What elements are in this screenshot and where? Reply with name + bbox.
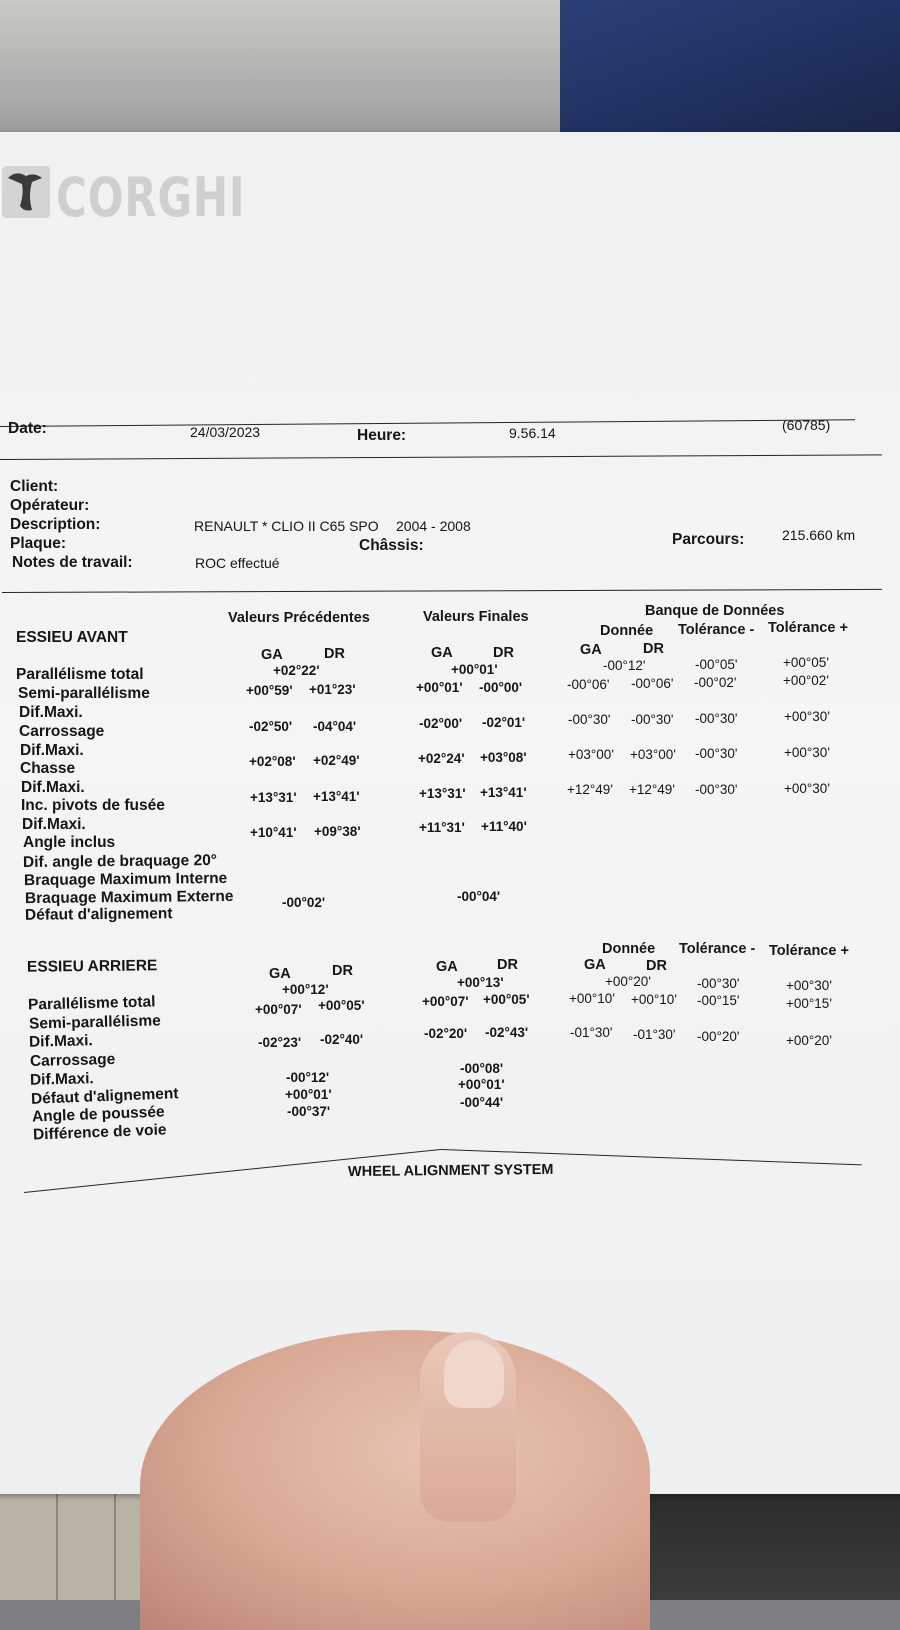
rear-tolerance-minus-header: Tolérance - — [679, 941, 756, 957]
parcours-label: Parcours: — [672, 531, 745, 548]
rear-voie-prev: -00°37' — [287, 1104, 331, 1119]
rear-label-dif-maxi-1: Dif.Maxi. — [28, 1032, 93, 1051]
rear-label-semi-parallelisme: Semi-parallélisme — [28, 1012, 162, 1033]
front-carrossage-db-dr: -00°30' — [631, 712, 674, 727]
rear-carrossage-prev-ga: -02°23' — [258, 1035, 302, 1050]
front-par-total-tol-minus: -00°05' — [695, 657, 738, 672]
front-angle-inclus-prev-dr: +09°38' — [314, 824, 361, 839]
vehicle-years: 2004 - 2008 — [396, 518, 471, 534]
front-angle-inclus-prev-ga: +10°41' — [250, 825, 297, 840]
thumbnail-photo-element — [444, 1340, 504, 1408]
rear-semi-tol-minus: -00°15' — [697, 993, 740, 1008]
rear-label-dif-maxi-2: Dif.Maxi. — [29, 1070, 94, 1089]
rear-carrossage-db-dr: -01°30' — [633, 1027, 676, 1042]
front-label-carrossage: Carrossage — [19, 723, 105, 740]
front-label-inc-pivots: Inc. pivots de fusée — [21, 797, 165, 814]
front-carrossage-final-ga: -02°00' — [419, 716, 463, 731]
blue-machine-background — [560, 0, 900, 140]
prev-ga-header: GA — [261, 647, 283, 663]
donnee-header: Donnée — [600, 623, 654, 639]
database-header: Banque de Données — [645, 603, 785, 619]
front-chasse-final-ga: +02°24' — [418, 751, 465, 766]
rear-voie-final: -00°44' — [460, 1095, 504, 1110]
db-ga-header: GA — [580, 642, 602, 658]
final-ga-header: GA — [431, 645, 453, 661]
rear-label-defaut-alignement: Défaut d'alignement — [30, 1085, 179, 1108]
front-label-defaut-alignement: Défaut d'alignement — [24, 905, 173, 924]
front-pivots-prev-ga: +13°31' — [250, 790, 297, 805]
time-value: 9.56.14 — [509, 425, 556, 441]
front-defaut-prev: -00°02' — [282, 895, 326, 910]
rear-semi-tol-plus: +00°15' — [786, 996, 832, 1011]
front-par-total-prev: +02°22' — [273, 663, 320, 678]
rear-defaut-final: -00°08' — [460, 1061, 504, 1076]
front-label-semi-parallelisme: Semi-parallélisme — [18, 685, 150, 702]
rear-db-dr-header: DR — [646, 958, 667, 974]
rear-carrossage-final-ga: -02°20' — [424, 1026, 468, 1041]
front-chasse-db-dr: +03°00' — [630, 747, 676, 762]
front-carrossage-db-ga: -00°30' — [568, 712, 611, 727]
front-label-braquage-externe: Braquage Maximum Externe — [24, 887, 234, 908]
rear-semi-db-dr: +00°10' — [631, 992, 677, 1007]
client-label: Client: — [10, 478, 59, 495]
prev-dr-header: DR — [324, 646, 345, 662]
final-dr-header: DR — [493, 645, 514, 661]
rear-poussee-final: +00°01' — [458, 1077, 505, 1092]
date-value: 24/03/2023 — [190, 424, 261, 440]
front-semi-prev-dr: +01°23' — [309, 682, 356, 697]
front-label-angle-inclus: Angle inclus — [23, 834, 116, 851]
front-chasse-db-ga: +03°00' — [568, 747, 614, 762]
front-chasse-tol-minus: -00°30' — [695, 746, 738, 761]
front-angle-inclus-final-dr: +11°40' — [481, 819, 527, 834]
rear-defaut-prev: -00°12' — [286, 1070, 330, 1085]
rear-label-parallelisme-total: Parallélisme total — [27, 993, 156, 1014]
description-value: RENAULT * CLIO II C65 SPO — [194, 518, 379, 534]
rear-semi-prev-ga: +00°07' — [255, 1002, 302, 1017]
tolerance-minus-header: Tolérance - — [678, 622, 755, 638]
rear-db-ga-header: GA — [584, 957, 606, 973]
front-pivots-tol-plus: +00°30' — [784, 781, 830, 796]
front-par-total-donnee: -00°12' — [603, 658, 646, 673]
rear-final-dr-header: DR — [497, 957, 518, 973]
front-par-total-final: +00°01' — [451, 662, 498, 677]
rear-label-difference-voie: Différence de voie — [32, 1121, 167, 1144]
front-chasse-prev-dr: +02°49' — [313, 753, 360, 768]
rear-prev-dr-header: DR — [332, 963, 353, 979]
front-label-dif-maxi-4: Dif.Maxi. — [22, 816, 86, 833]
front-axle-title: ESSIEU AVANT — [16, 629, 128, 646]
rear-prev-ga-header: GA — [269, 966, 291, 982]
rear-par-total-tol-plus: +00°30' — [786, 978, 832, 993]
front-label-dif-maxi-2: Dif.Maxi. — [20, 742, 84, 759]
notes-value: ROC effectué — [195, 555, 280, 571]
front-label-dif-maxi-3: Dif.Maxi. — [21, 779, 85, 796]
parcours-value: 215.660 km — [782, 527, 856, 543]
rear-label-angle-poussee: Angle de poussée — [31, 1103, 165, 1126]
rear-carrossage-prev-dr: -02°40' — [320, 1032, 364, 1047]
plate-label: Plaque: — [10, 535, 66, 552]
rear-axle-title: ESSIEU ARRIERE — [26, 957, 158, 976]
front-carrossage-tol-minus: -00°30' — [695, 711, 738, 726]
front-pivots-final-dr: +13°41' — [480, 785, 527, 800]
previous-values-header: Valeurs Précédentes — [228, 610, 370, 626]
rear-semi-final-dr: +00°05' — [483, 992, 530, 1007]
db-dr-header: DR — [643, 641, 664, 657]
front-semi-final-ga: +00°01' — [416, 680, 463, 695]
front-par-total-tol-plus: +00°05' — [783, 655, 829, 670]
rear-carrossage-final-dr: -02°43' — [485, 1025, 529, 1040]
front-carrossage-tol-plus: +00°30' — [784, 709, 830, 724]
rear-donnee-header: Donnée — [602, 941, 656, 957]
front-semi-prev-ga: +00°59' — [246, 683, 293, 698]
rear-carrossage-tol-plus: +00°20' — [786, 1033, 832, 1048]
rear-par-total-prev: +00°12' — [282, 982, 329, 997]
front-label-dif-angle-braquage: Dif. angle de braquage 20° — [22, 851, 218, 872]
report-reference: (60785) — [782, 417, 831, 433]
tolerance-plus-header: Tolérance + — [768, 620, 848, 636]
front-semi-tol-minus: -00°02' — [694, 675, 737, 690]
rear-semi-db-ga: +00°10' — [569, 991, 615, 1006]
rear-semi-final-ga: +00°07' — [422, 994, 469, 1009]
notes-label: Notes de travail: — [12, 554, 133, 571]
final-values-header: Valeurs Finales — [423, 609, 529, 625]
rear-par-total-donnee: +00°20' — [605, 974, 651, 989]
front-angle-inclus-final-ga: +11°31' — [419, 820, 465, 835]
front-label-dif-maxi-1: Dif.Maxi. — [19, 704, 83, 721]
front-chasse-prev-ga: +02°08' — [249, 754, 296, 769]
operator-label: Opérateur: — [10, 497, 90, 514]
rear-carrossage-db-ga: -01°30' — [570, 1025, 613, 1040]
front-chasse-final-dr: +03°08' — [480, 750, 527, 765]
front-label-parallelisme-total: Parallélisme total — [16, 666, 144, 683]
rear-par-total-tol-minus: -00°30' — [697, 976, 740, 991]
front-label-braquage-interne: Braquage Maximum Interne — [23, 869, 228, 890]
front-defaut-final: -00°04' — [457, 889, 501, 904]
front-pivots-final-ga: +13°31' — [419, 786, 466, 801]
rear-tolerance-plus-header: Tolérance + — [769, 943, 849, 959]
front-chasse-tol-plus: +00°30' — [784, 745, 830, 760]
front-semi-db-ga: -00°06' — [567, 677, 610, 692]
rear-semi-prev-dr: +00°05' — [318, 998, 365, 1013]
chassis-label: Châssis: — [359, 537, 424, 554]
corghi-logo-icon — [2, 166, 50, 218]
rear-poussee-prev: +00°01' — [285, 1087, 332, 1102]
description-label: Description: — [10, 516, 101, 533]
front-pivots-prev-dr: +13°41' — [313, 789, 360, 804]
front-carrossage-final-dr: -02°01' — [482, 715, 526, 730]
footer-title: WHEEL ALIGNMENT SYSTEM — [347, 1161, 554, 1181]
brand-logo-text: CORGHI — [56, 166, 246, 229]
front-carrossage-prev-dr: -04°04' — [313, 719, 357, 734]
rear-final-ga-header: GA — [436, 959, 458, 975]
front-semi-db-dr: -00°06' — [631, 676, 674, 691]
front-label-chasse: Chasse — [20, 760, 76, 777]
rear-label-carrossage: Carrossage — [29, 1050, 116, 1071]
front-semi-final-dr: -00°00' — [479, 680, 523, 695]
front-pivots-tol-minus: -00°30' — [695, 782, 738, 797]
front-semi-tol-plus: +00°02' — [783, 673, 829, 688]
rear-par-total-final: +00°13' — [457, 975, 504, 990]
rear-carrossage-tol-minus: -00°20' — [697, 1029, 740, 1044]
front-pivots-db-dr: +12°49' — [629, 782, 675, 797]
date-label: Date: — [8, 420, 47, 437]
time-label: Heure: — [357, 427, 407, 444]
front-carrossage-prev-ga: -02°50' — [249, 719, 293, 734]
front-pivots-db-ga: +12°49' — [567, 782, 613, 797]
